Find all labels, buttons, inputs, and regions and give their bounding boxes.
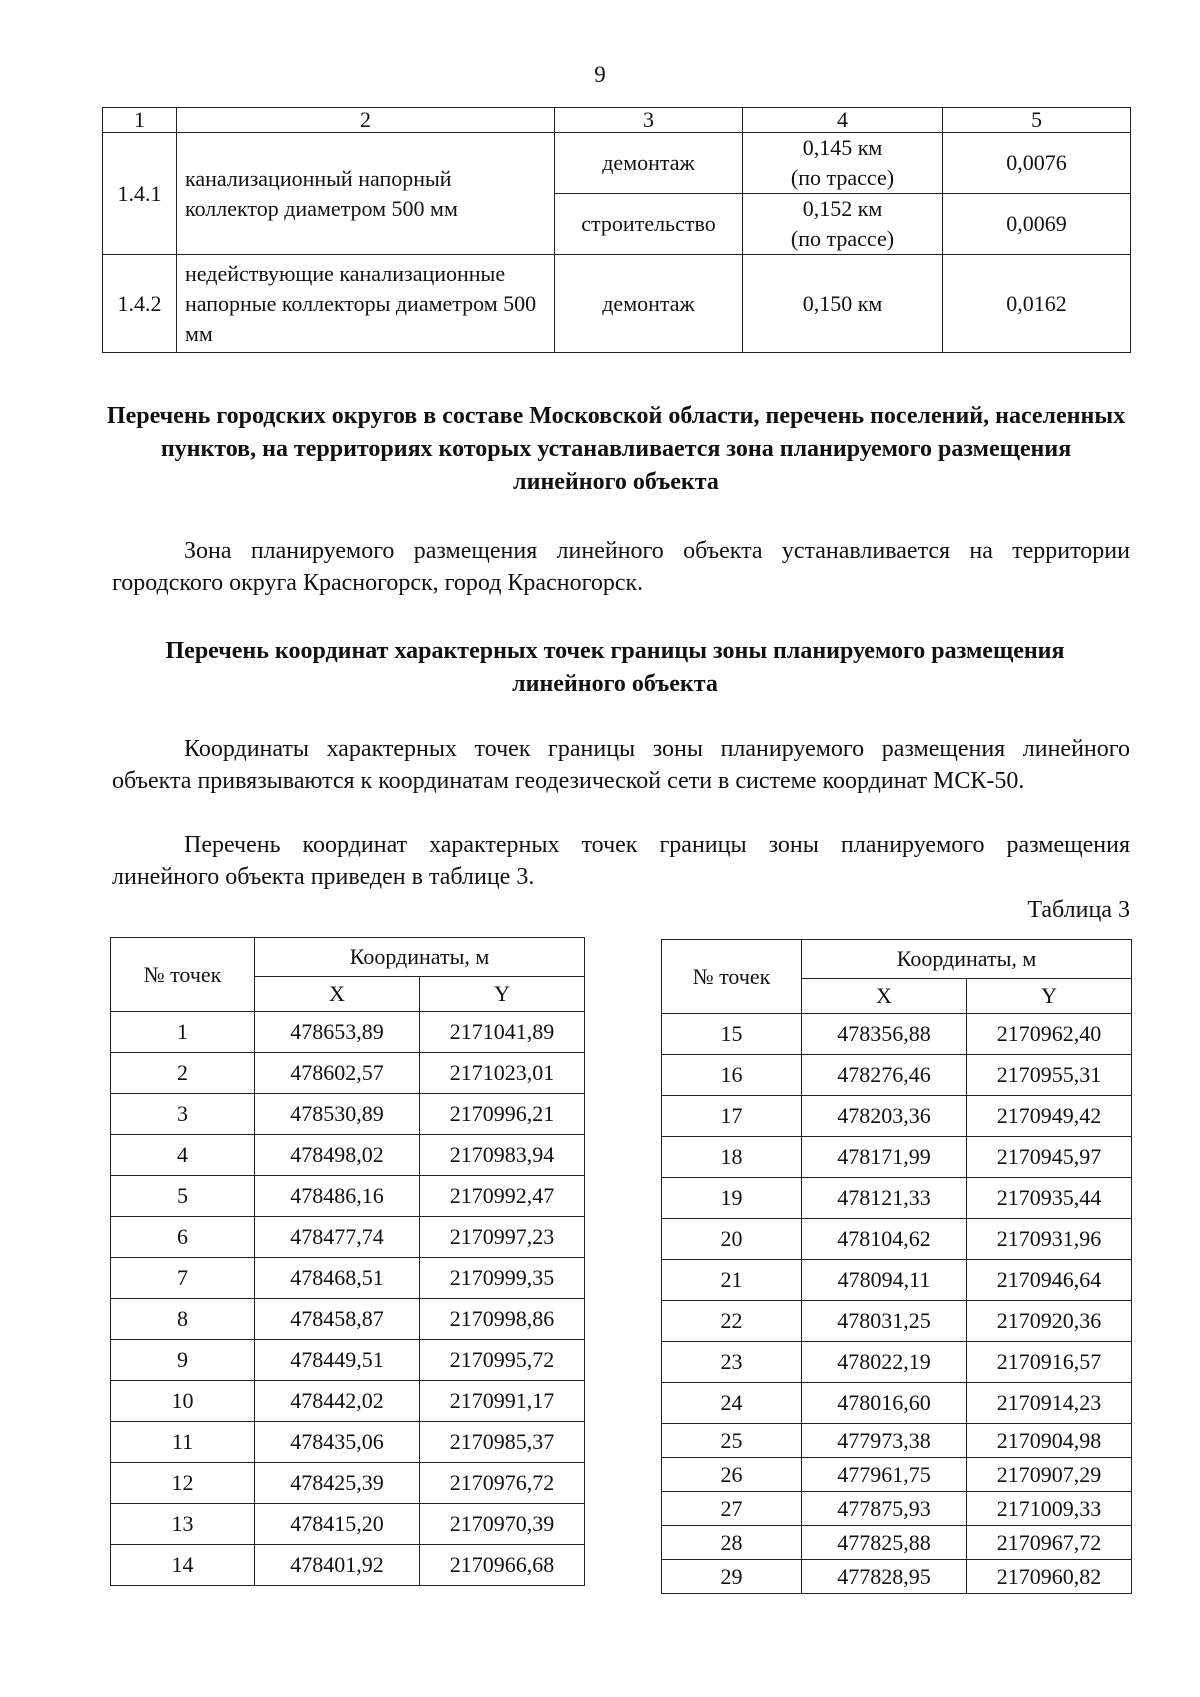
- x-value: 478276,46: [802, 1055, 967, 1096]
- y-value: 2170992,47: [420, 1176, 585, 1217]
- y-value: 2170991,17: [420, 1381, 585, 1422]
- point-number: 1: [111, 1012, 255, 1053]
- point-number: 9: [111, 1340, 255, 1381]
- works-table-header-row: [103, 108, 1131, 133]
- point-number: 11: [111, 1422, 255, 1463]
- work-type: демонтаж: [555, 133, 743, 194]
- paragraph: Координаты характерных точек границы зоны планируемого размещения линейного объекта привязываются к координатам геодезической сети в системе координат МСК-50.: [112, 736, 1130, 794]
- x-value: 478401,92: [255, 1545, 420, 1586]
- table-row: [111, 1545, 585, 1586]
- x-header: X: [255, 977, 420, 1012]
- header-cell: 4: [743, 108, 943, 133]
- table-row: [662, 1526, 1132, 1560]
- x-value: 478486,16: [255, 1176, 420, 1217]
- point-number: 14: [111, 1545, 255, 1586]
- header-cell: 2: [177, 108, 555, 133]
- x-value: 477828,95: [802, 1560, 967, 1594]
- table-row: [662, 1096, 1132, 1137]
- point-number: 13: [111, 1504, 255, 1545]
- point-number: 12: [111, 1463, 255, 1504]
- table-row: [111, 1381, 585, 1422]
- table-row: [111, 1012, 585, 1053]
- object-name: канализационный напорный коллектор диаметром 500 мм: [177, 133, 555, 255]
- y-value: 2170916,57: [967, 1342, 1132, 1383]
- table-row: [111, 1463, 585, 1504]
- coordinates-table-right: [661, 939, 1132, 1594]
- y-value: 2170960,82: [967, 1560, 1132, 1594]
- x-value: 478530,89: [255, 1094, 420, 1135]
- x-value: 478121,33: [802, 1178, 967, 1219]
- x-value: 478602,57: [255, 1053, 420, 1094]
- work-type: демонтаж: [555, 255, 743, 353]
- point-number: 15: [662, 1014, 802, 1055]
- points-number-header: № точек: [111, 938, 255, 1012]
- y-value: 2171009,33: [967, 1492, 1132, 1526]
- table-row: [662, 1492, 1132, 1526]
- y-value: 2170962,40: [967, 1014, 1132, 1055]
- point-number: 4: [111, 1135, 255, 1176]
- x-value: 478449,51: [255, 1340, 420, 1381]
- coordinates-header: Координаты, м: [255, 938, 585, 977]
- table-row: [103, 133, 1131, 194]
- section-heading: Перечень координат характерных точек границы зоны планируемого размещения линейного объекта: [165, 638, 1065, 697]
- section-heading: Перечень городских округов в составе Московской области, перечень поселений, населенных пунктов, на территориях которых устанавливается зона планируемого размещения линейного объекта: [106, 403, 1126, 495]
- header-cell: 5: [943, 108, 1131, 133]
- y-value: 2170985,37: [420, 1422, 585, 1463]
- table-row: [111, 1176, 585, 1217]
- area: 0,0076: [943, 133, 1131, 194]
- y-value: 2170949,42: [967, 1096, 1132, 1137]
- point-number: 24: [662, 1383, 802, 1424]
- y-header: Y: [967, 979, 1132, 1014]
- x-value: 477961,75: [802, 1458, 967, 1492]
- paragraph: Перечень координат характерных точек границы зоны планируемого размещения линейного объекта приведен в таблице 3.: [112, 832, 1130, 890]
- point-number: 22: [662, 1301, 802, 1342]
- x-value: 478458,87: [255, 1299, 420, 1340]
- x-value: 478498,02: [255, 1135, 420, 1176]
- x-value: 478477,74: [255, 1217, 420, 1258]
- table-row: [662, 1055, 1132, 1096]
- length-note: (по трассе): [790, 226, 895, 251]
- table-row: [111, 1504, 585, 1545]
- table-row: [662, 1137, 1132, 1178]
- paragraph: Зона планируемого размещения линейного объекта устанавливается на территории городского округа Красногорск, город Красногорск.: [112, 538, 1130, 596]
- y-value: 2170998,86: [420, 1299, 585, 1340]
- point-number: 6: [111, 1217, 255, 1258]
- x-value: 477875,93: [802, 1492, 967, 1526]
- point-number: 2: [111, 1053, 255, 1094]
- page-number: 9: [594, 62, 606, 87]
- x-value: 478171,99: [802, 1137, 967, 1178]
- y-value: 2170996,21: [420, 1094, 585, 1135]
- object-name: недействующие канализационные напорные коллекторы диаметром 500 мм: [177, 255, 555, 353]
- length-value: 0,152 км: [802, 196, 883, 221]
- table-row: [111, 1340, 585, 1381]
- area: 0,0162: [943, 255, 1131, 353]
- point-number: 16: [662, 1055, 802, 1096]
- y-value: 2170995,72: [420, 1340, 585, 1381]
- area: 0,0069: [943, 194, 1131, 255]
- point-number: 19: [662, 1178, 802, 1219]
- coordinates-table-left: [110, 937, 585, 1586]
- header-cell: 1: [103, 108, 177, 133]
- y-value: 2170907,29: [967, 1458, 1132, 1492]
- works-table: [102, 107, 1131, 353]
- x-value: 478022,19: [802, 1342, 967, 1383]
- table-row: [662, 1458, 1132, 1492]
- table-row: [111, 1135, 585, 1176]
- x-value: 478203,36: [802, 1096, 967, 1137]
- y-value: 2170955,31: [967, 1055, 1132, 1096]
- table-label: Таблица 3: [1027, 897, 1130, 923]
- x-value: 478415,20: [255, 1504, 420, 1545]
- y-value: 2170970,39: [420, 1504, 585, 1545]
- length: 0,150 км: [743, 255, 943, 353]
- length: [743, 194, 943, 255]
- table-row: [662, 1301, 1132, 1342]
- row-id: 1.4.2: [103, 255, 177, 353]
- table-row: [111, 1258, 585, 1299]
- point-number: 5: [111, 1176, 255, 1217]
- length-note: (по трассе): [790, 165, 895, 190]
- y-value: 2170945,97: [967, 1137, 1132, 1178]
- table-row: [662, 1260, 1132, 1301]
- table-row: [111, 1094, 585, 1135]
- y-value: 2170983,94: [420, 1135, 585, 1176]
- point-number: 26: [662, 1458, 802, 1492]
- y-header: Y: [420, 977, 585, 1012]
- y-value: 2170966,68: [420, 1545, 585, 1586]
- y-value: 2170914,23: [967, 1383, 1132, 1424]
- length-value: 0,145 км: [802, 135, 883, 160]
- y-value: 2170999,35: [420, 1258, 585, 1299]
- points-number-header: № точек: [662, 940, 802, 1014]
- coordinates-header: Координаты, м: [802, 940, 1132, 979]
- x-header: X: [802, 979, 967, 1014]
- x-value: 478104,62: [802, 1219, 967, 1260]
- point-number: 28: [662, 1526, 802, 1560]
- table-row: [111, 1299, 585, 1340]
- table-row: [111, 1422, 585, 1463]
- y-value: 2170904,98: [967, 1424, 1132, 1458]
- x-value: 478653,89: [255, 1012, 420, 1053]
- x-value: 477973,38: [802, 1424, 967, 1458]
- table-row: [662, 1383, 1132, 1424]
- point-number: 20: [662, 1219, 802, 1260]
- point-number: 8: [111, 1299, 255, 1340]
- point-number: 21: [662, 1260, 802, 1301]
- y-value: 2170997,23: [420, 1217, 585, 1258]
- table-row: [662, 1560, 1132, 1594]
- y-value: 2170967,72: [967, 1526, 1132, 1560]
- row-id: 1.4.1: [103, 133, 177, 255]
- point-number: 18: [662, 1137, 802, 1178]
- point-number: 27: [662, 1492, 802, 1526]
- y-value: 2170920,36: [967, 1301, 1132, 1342]
- y-value: 2170976,72: [420, 1463, 585, 1504]
- table-row: [662, 1219, 1132, 1260]
- x-value: 478016,60: [802, 1383, 967, 1424]
- header-cell: 3: [555, 108, 743, 133]
- x-value: 478425,39: [255, 1463, 420, 1504]
- table-row: [111, 1053, 585, 1094]
- table-row: [103, 255, 1131, 353]
- table-row: [662, 1178, 1132, 1219]
- point-number: 29: [662, 1560, 802, 1594]
- point-number: 25: [662, 1424, 802, 1458]
- y-value: 2171023,01: [420, 1053, 585, 1094]
- point-number: 23: [662, 1342, 802, 1383]
- work-type: строительство: [555, 194, 743, 255]
- point-number: 3: [111, 1094, 255, 1135]
- y-value: 2171041,89: [420, 1012, 585, 1053]
- x-value: 478442,02: [255, 1381, 420, 1422]
- point-number: 10: [111, 1381, 255, 1422]
- table-row: [662, 1342, 1132, 1383]
- table-row: [111, 1217, 585, 1258]
- x-value: 478468,51: [255, 1258, 420, 1299]
- length: [743, 133, 943, 194]
- x-value: 478094,11: [802, 1260, 967, 1301]
- y-value: 2170931,96: [967, 1219, 1132, 1260]
- x-value: 478031,25: [802, 1301, 967, 1342]
- table-row: [662, 1014, 1132, 1055]
- x-value: 478435,06: [255, 1422, 420, 1463]
- table-row: [662, 1424, 1132, 1458]
- x-value: 478356,88: [802, 1014, 967, 1055]
- x-value: 477825,88: [802, 1526, 967, 1560]
- point-number: 17: [662, 1096, 802, 1137]
- point-number: 7: [111, 1258, 255, 1299]
- y-value: 2170946,64: [967, 1260, 1132, 1301]
- y-value: 2170935,44: [967, 1178, 1132, 1219]
